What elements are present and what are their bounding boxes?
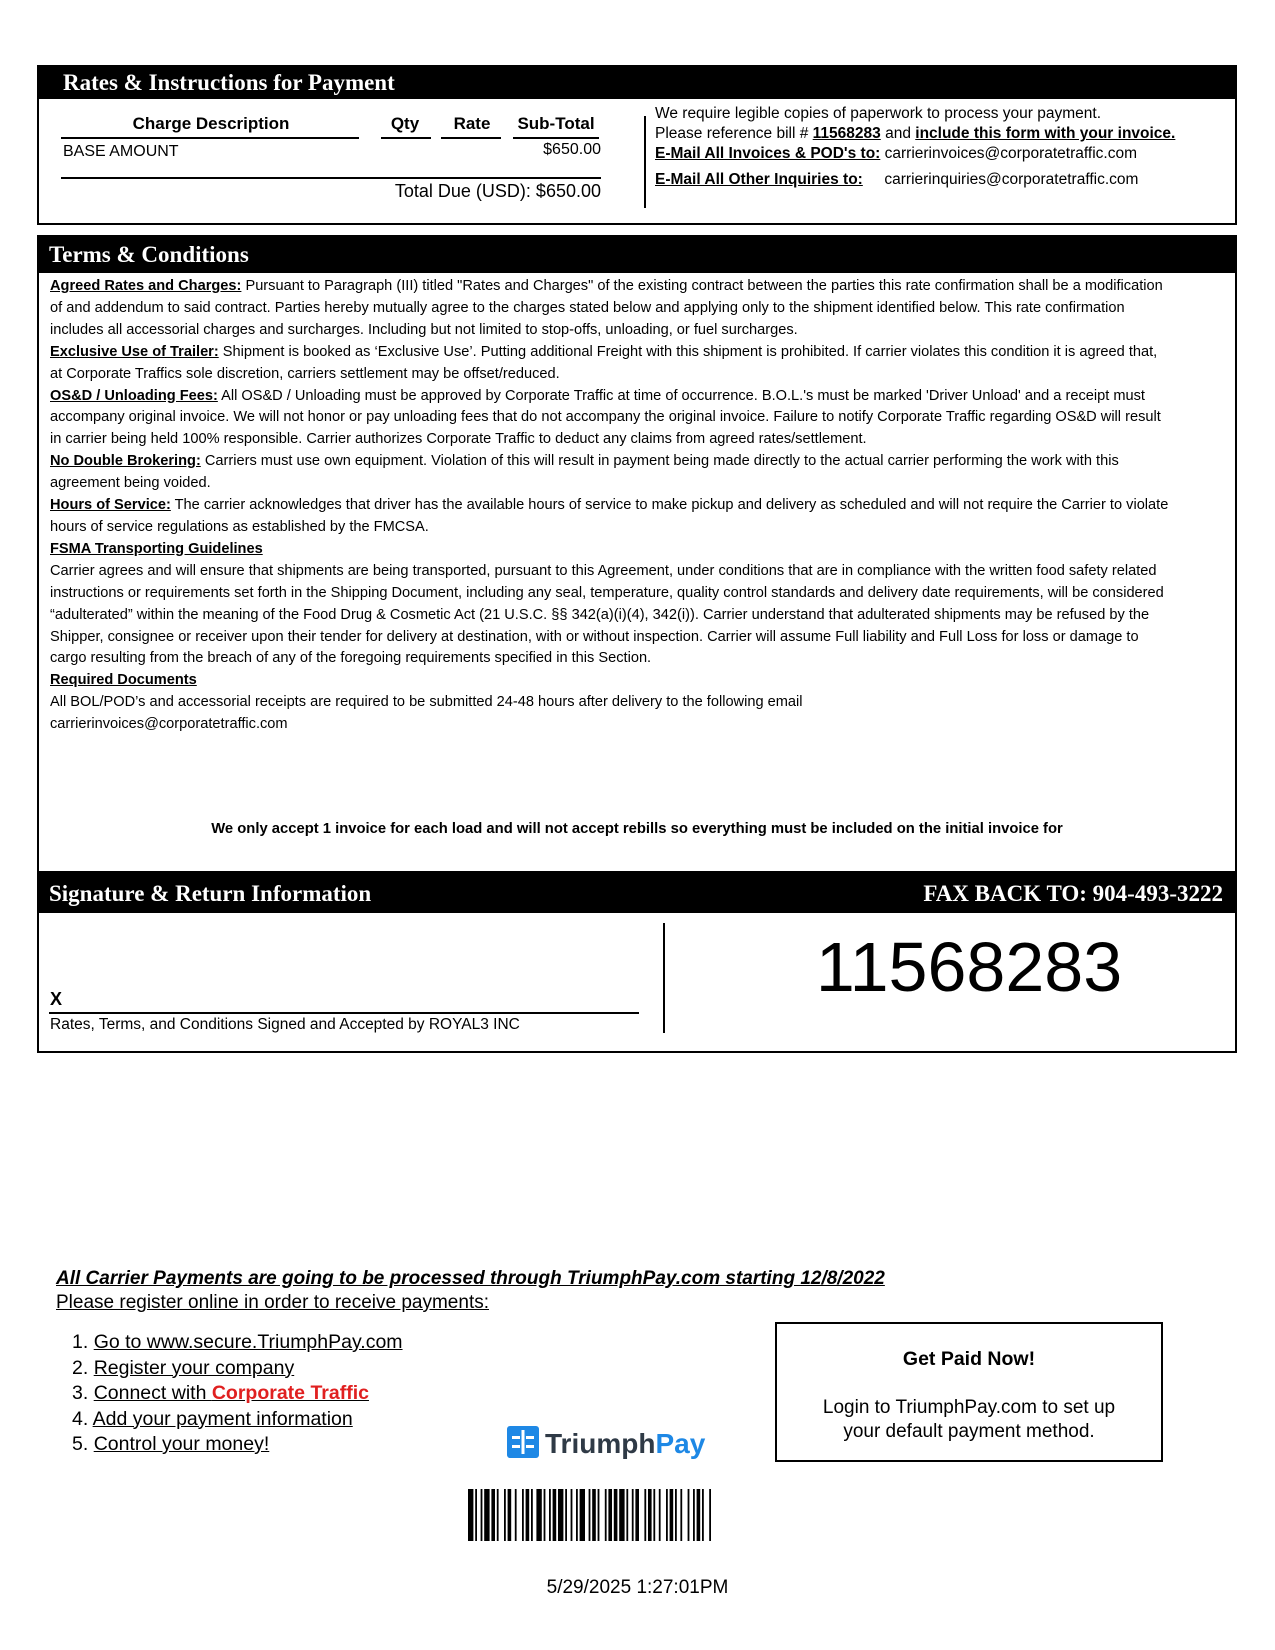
barcode-bar — [522, 1489, 524, 1541]
barcode-bar — [544, 1489, 546, 1541]
required-docs-heading: Required Documents — [50, 672, 197, 689]
print-timestamp: 5/29/2025 1:27:01PM — [546, 1577, 729, 1598]
signature-x-mark: X — [50, 989, 63, 1009]
barcode-bar — [497, 1489, 499, 1541]
barcode-bar — [592, 1489, 596, 1541]
signature-section-bar — [39, 875, 1235, 913]
terms-body — [50, 276, 1170, 736]
double-brokering-clause: No Double Brokering: Carriers must use own equipment. Violation of this will result in payment being made directly to the actual carrier performing the work with this agreement being voided. — [50, 453, 1119, 492]
email-invoices-label: E-Mail All Invoices & POD's to: — [655, 145, 881, 162]
reference-bill-note: Please reference bill # 11568283 and include this form with your invoice. — [655, 125, 1176, 142]
step-1[interactable]: 1. Go to www.secure.TriumphPay.com — [72, 1331, 403, 1353]
email-other-link[interactable]: carrierinquiries@corporatetraffic.com — [884, 171, 1139, 188]
barcode-bar — [693, 1489, 695, 1541]
barcode-bar — [531, 1489, 533, 1541]
bill-number: 11568283 — [812, 125, 881, 142]
barcode-bar — [626, 1489, 628, 1541]
barcode-bar — [675, 1489, 677, 1541]
barcode-bar — [484, 1489, 489, 1541]
fax-back-number: FAX BACK TO: 904-493-3222 — [923, 881, 1223, 906]
svg-text:TriumphPay: TriumphPay — [545, 1428, 706, 1459]
subtotal-header: Sub-Total — [517, 114, 595, 133]
payment-instructions — [655, 104, 1235, 190]
barcode-bar — [504, 1489, 506, 1541]
barcode-bar — [659, 1489, 661, 1541]
step-4[interactable]: 4. Add your payment information — [72, 1407, 353, 1430]
barcode-bar — [553, 1489, 557, 1541]
triumphpay-logo — [507, 1424, 717, 1467]
barcode-bar — [558, 1489, 563, 1541]
registration-steps — [72, 1330, 403, 1458]
barcode-bar — [598, 1489, 600, 1541]
barcode-bar — [697, 1489, 701, 1541]
triumphpay-logo-icon — [507, 1424, 717, 1462]
rates-divider — [644, 116, 646, 208]
fsma-clause: Carrier agrees and will ensure that shipments are being transported, pursuant to this Agreement, under conditions that are in compliance with the written food safety related instructions or requirements set forth in the Shipping Document, including any seal, temperature, quality control standards and delivery date requirements, will be considered “adulterated” within the meaning of the Food Drug & Cosmetic Act (21 U.S.C. §§ 342(a)(i)(4), 342(i)). Carrier understand that adulterated shipments may be refused by the Shipper, consignee or receiver upon their tender for delivery at destination, with or without inspection. Carrier will assume Full liability and Full Loss for loss or damage to cargo resulting from the breach of any of the foregoing requirements specified in this Section. — [50, 562, 1164, 667]
barcode-bar — [515, 1489, 517, 1541]
rates-section — [37, 65, 1237, 225]
row-subtotal: $650.00 — [543, 141, 601, 158]
load-number: 11568283 — [815, 928, 1123, 1006]
barcode-bar — [614, 1489, 618, 1541]
terms-section-title: Terms & Conditions — [39, 237, 1235, 273]
barcode-bar — [565, 1489, 567, 1541]
exclusive-use-clause: Exclusive Use of Trailer: Shipment is booked as ‘Exclusive Use’. Putting additional Freight with this shipment is prohibited. If carrier violates this condition it is agreed that, at Corporate Traffics sole discretion, carriers settlement may be offset/reduced. — [50, 343, 1158, 382]
triumphpay-subline: Please register online in order to receive payments: — [56, 1292, 490, 1313]
get-paid-title: Get Paid Now! — [902, 1348, 1036, 1370]
barcode-bar — [680, 1489, 682, 1541]
barcode-bar — [635, 1489, 639, 1541]
signature-accept-text: Rates, Terms, and Conditions Signed and Accepted by ROYAL3 INC — [50, 1016, 520, 1033]
signature-line[interactable] — [49, 1012, 639, 1014]
barcode-bar — [571, 1489, 573, 1541]
get-paid-box — [775, 1322, 1163, 1462]
barcode-bar — [481, 1489, 483, 1541]
agreed-rates-clause: Agreed Rates and Charges: Pursuant to Paragraph (III) titled "Rates and Charges" of the existing contract between the parties this rate confirmation shall be a modification of and addendum to said contract. Parties hereby mutually agree to the charges stated below and applying only to the shipment identified below. This rate confirmation includes all accessorial charges and surcharges. Including but not limited to stop-offs, unloading, or fuel surcharges. — [50, 278, 1163, 338]
step-3[interactable]: 3. Connect with Corporate Traffic — [72, 1382, 369, 1404]
barcode-bar — [589, 1489, 591, 1541]
barcode-bar — [644, 1489, 646, 1541]
charge-description-header: Charge Description — [132, 114, 290, 133]
barcode-bar — [536, 1489, 541, 1541]
required-docs-clause: All BOL/POD’s and accessorial receipts are required to be submitted 24-48 hours after delivery to the following email carrierinvoices@corporatetraffic.com — [50, 694, 803, 733]
barcode-bar — [491, 1489, 495, 1541]
signature-section-title: Signature & Return Information — [49, 881, 372, 906]
barcode-bar — [666, 1489, 668, 1541]
qty-header: Qty — [390, 114, 420, 133]
barcode-bar — [576, 1489, 578, 1541]
header-underline — [381, 137, 431, 139]
fsma-heading: FSMA Transporting Guidelines — [50, 540, 263, 557]
barcode-bar — [648, 1489, 652, 1541]
osd-clause: OS&D / Unloading Fees: All OS&D / Unloading must be approved by Corporate Traffic at time of occurrence. B.O.L.'s must be marked 'Driver Unload' and a receipt must accompany original invoice. We will not honor or pay unloading fees that do not accompany the original invoice. Failure to notify Corporate Traffic regarding OS&D will result in carrier being held 100% responsible. Carrier authorizes Corporate Traffic to deduct any claims from agreed rates/settlement. — [50, 387, 1161, 448]
row-description: BASE AMOUNT — [63, 143, 179, 160]
barcode-bar — [709, 1489, 711, 1541]
barcode-bar — [608, 1489, 612, 1541]
email-other-row — [655, 170, 1235, 190]
legible-copies-note: We require legible copies of paperwork to process your payment. — [655, 105, 1101, 122]
hours-of-service-clause: Hours of Service: The carrier acknowledges that driver has the available hours of service to make pickup and delivery as scheduled and will not require the Carrier to violate hours of service regulations as established by the FMCSA. — [50, 497, 1169, 535]
barcode-bar — [549, 1489, 551, 1541]
barcode-bar — [605, 1489, 607, 1541]
barcode-icon — [468, 1489, 808, 1541]
barcode-bar — [702, 1489, 704, 1541]
barcode-bar — [580, 1489, 585, 1541]
single-invoice-note: We only accept 1 invoice for each load and will not accept rebills so everything must be included on the initial invoice for — [211, 821, 1063, 837]
header-underline — [61, 137, 359, 139]
total-due: Total Due (USD): $650.00 — [394, 181, 601, 201]
email-invoices-row — [655, 144, 1235, 164]
barcode-bar — [653, 1489, 655, 1541]
include-form-note: include this form with your invoice. — [915, 125, 1176, 142]
corporate-traffic-highlight: Corporate Traffic — [211, 1382, 369, 1404]
step-2[interactable]: 2. Register your company — [72, 1356, 295, 1379]
step-5[interactable]: 5. Control your money! — [72, 1433, 270, 1455]
get-paid-body: Login to TriumphPay.com to set up your default payment method. — [822, 1397, 1116, 1442]
barcode-bar — [670, 1489, 674, 1541]
total-rule — [61, 177, 601, 179]
header-underline — [441, 137, 501, 139]
barcode-bar — [688, 1489, 690, 1541]
barcode-bar — [632, 1489, 634, 1541]
terms-section — [37, 235, 1237, 873]
header-underline — [513, 137, 599, 139]
barcode — [468, 1489, 808, 1546]
email-invoices-link[interactable]: carrierinvoices@corporatetraffic.com — [884, 145, 1137, 162]
email-other-label: E-Mail All Other Inquiries to: — [655, 171, 863, 188]
signature-divider — [663, 923, 665, 1033]
signature-section — [37, 873, 1237, 1053]
barcode-bar — [508, 1489, 512, 1541]
barcode-bar — [475, 1489, 477, 1541]
barcode-bar — [619, 1489, 624, 1541]
barcode-bar — [526, 1489, 530, 1541]
rate-header: Rate — [453, 114, 491, 133]
triumphpay-headline: All Carrier Payments are going to be processed through TriumphPay.com starting 12/8/2022 — [56, 1268, 885, 1289]
barcode-bar — [468, 1489, 473, 1541]
rates-section-title: Rates & Instructions for Payment — [39, 67, 1235, 99]
